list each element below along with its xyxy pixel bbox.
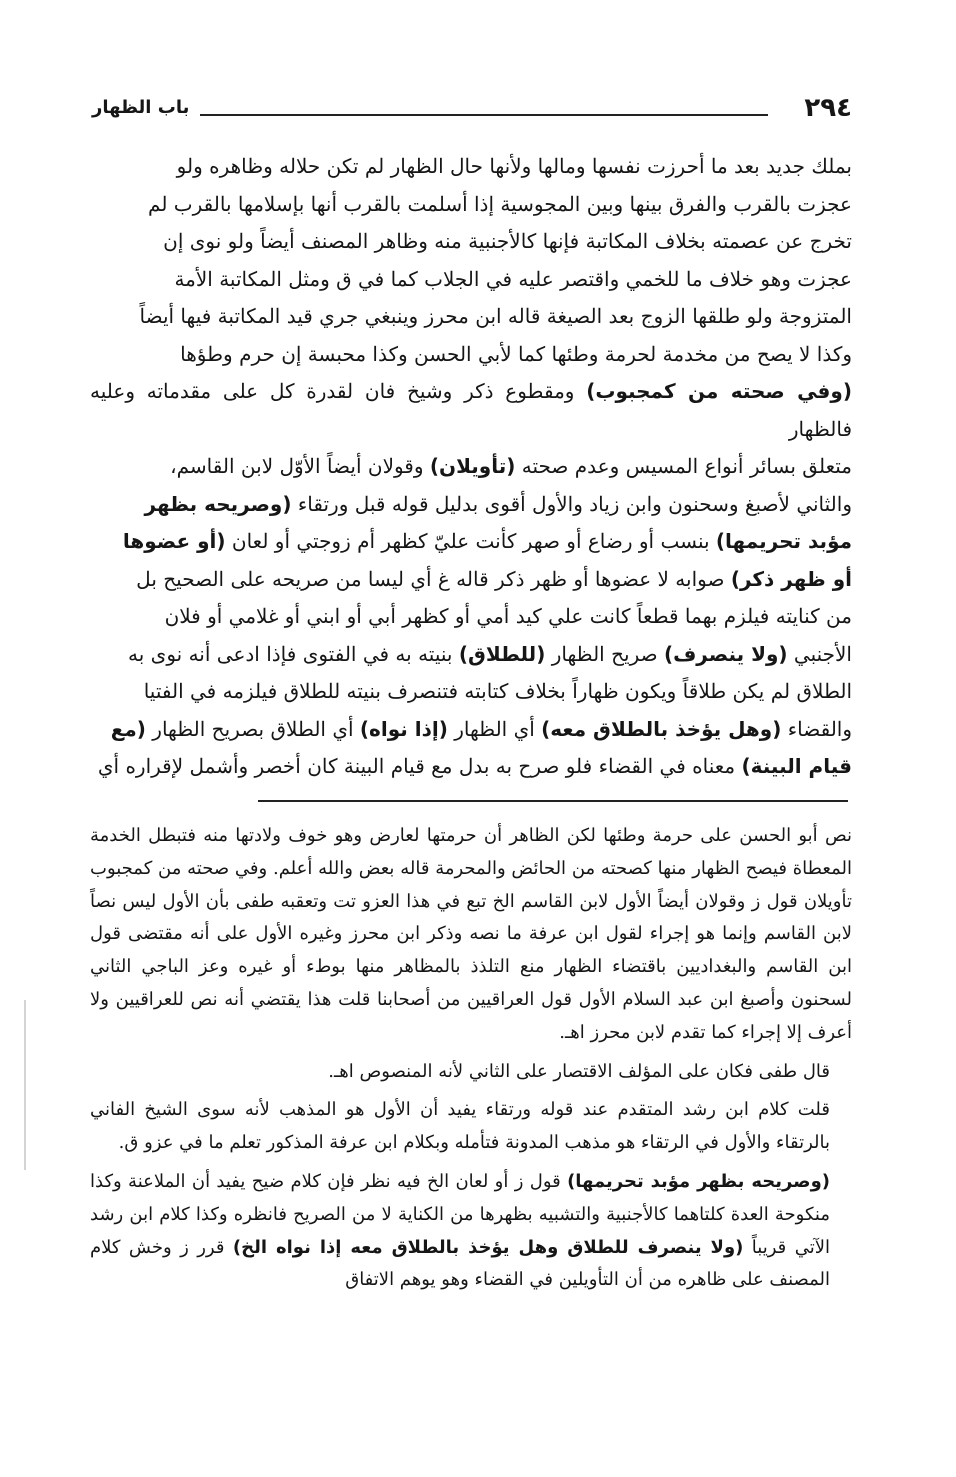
- main-text-line: [90, 373, 852, 448]
- bold-quoted-text: (للطلاق): [458, 641, 546, 666]
- note-paragraph: [90, 1166, 852, 1297]
- header-rule: [200, 114, 768, 116]
- chapter-title: باب الظهار: [92, 97, 190, 118]
- note-paragraph: [90, 1056, 852, 1089]
- text-segment: وقولان أيضاً الأوّل لابن القاسم،: [170, 454, 430, 478]
- main-text-line: [90, 711, 852, 749]
- footnote-divider: [258, 800, 848, 802]
- text-segment: بملك جديد بعد ما أحرزت نفسها ومالها ولأنها حال الظهار لم تكن حلاله وظاهره ولو: [176, 154, 852, 178]
- text-segment: بنسب أو رضاع أو صهر كأنت عليّ كظهر أم زوجتي أو لعان: [225, 529, 716, 553]
- bold-quoted-text: قيام البينة): [741, 754, 852, 778]
- text-segment: عجزت بالقرب والفرق بينها وبين المجوسية إذا أسلمت بالقرب أنها بإسلامها بالقرب لم: [148, 191, 852, 216]
- main-text-line: [90, 148, 852, 186]
- bold-quoted-text: (إذا نواه): [359, 716, 448, 741]
- text-segment: بنيته به في الفتوى فإذا ادعى أنه نوى به: [128, 641, 459, 666]
- main-text-line: [90, 486, 852, 524]
- text-segment: معناه في القضاء فلو صرح به بدل مع قيام البينة كان أخصر وأشمل لإقراره أي: [97, 754, 742, 778]
- bold-quoted-text: (مع: [110, 716, 146, 741]
- text-segment: وكذا لا يصح من مخدمة لحرمة وطئها كما لأبي الحسن وكذا محبسة إن حرم وطؤها: [180, 341, 852, 366]
- page-number: ٢٩٤: [804, 93, 852, 123]
- main-text-line: [90, 598, 852, 636]
- text-segment: أي الطلاق بصريح الظهار: [145, 716, 360, 741]
- main-commentary-text: [90, 148, 852, 786]
- bold-quoted-text: (أو عضوها: [122, 529, 226, 553]
- bold-quoted-text: (ولا ينصرف للطلاق وهل يؤخذ بالطلاق معه إذا نواه الخ): [232, 1236, 744, 1258]
- text-segment: نص أبو الحسن على حرمة وطئها لكن الظاهر أن حرمتها لعارض وهو خوف ولادتها منه فتبطل الخدمة المعطاة فيصح الظهار منها كصحته من الحائض والمحرمة قاله بعض والله أعلم. وفي صحته من كمجبوب تأويلان قول ز وقولان أيضاً الأول لابن القاسم الخ تبع في هذا العزو تت وتعقبه طفى بأن الأول ليس نصاً لابن القاسم وإنما هو إجراء لقول ابن عرفة ما نصه وذكر ابن محرز وغيره الأول على أنه مقتضى قول ابن القاسم والبغداديين باقتضاء الظهار منع التلذذ بالمظاهر منها بوطء أو غيره وعز الباجي الثاني لسحنون وأصبغ ابن عبد السلام الأول قول العراقيين من أصحابنا قلت هذا يقتضي أنه نص للعراقيين ولا أعرف إلا إجراء كما تقدم لابن محرز اهـ.: [90, 825, 852, 1043]
- text-segment: عجزت وهو خلاف ما للخمي واقتصر عليه في الجلاب كما في ق ومثل المكاتبة الأمة: [174, 266, 852, 291]
- text-segment: تخرج عن عصمته بخلاف المكاتبة فإنها كالأجنبية منه وظاهر المصنف أيضاً ولو نوى إن: [163, 229, 852, 253]
- text-segment: المتزوجة ولو طلقها الزوج بعد الصيغة قاله ابن محرز وينبغي جري قيد المكاتبة فيها أيضاً: [139, 304, 852, 328]
- bold-quoted-text: (ولا ينصرف): [663, 641, 788, 666]
- text-segment: متعلق بسائر أنواع المسيس وعدم صحته: [515, 454, 852, 478]
- bold-quoted-text: أو ظهر ذكر): [730, 566, 852, 591]
- bold-quoted-text: (تأويلان): [429, 454, 516, 478]
- main-text-line: [90, 298, 852, 336]
- text-segment: والثاني لأصبغ وسحنون وابن زياد والأول أقوى بدليل قوله قبل ورتقاء: [291, 491, 852, 516]
- main-text-line: [90, 186, 852, 224]
- bold-quoted-text: مؤبد تحريمها): [715, 529, 852, 553]
- main-text-line: [90, 261, 852, 299]
- main-text-line: [90, 673, 852, 711]
- text-segment: الطلاق لم يكن طلاقاً ويكون ظهاراً بخلاف كتابته فتنصرف بنيته للطلاق فيلزمه في الفتيا: [143, 679, 852, 703]
- text-segment: من كنايته فيلزم بهما قطعاً كانت علي كيد أمي أو كظهر أبي أو ابني أو غلامي أو فلان: [164, 604, 852, 628]
- note-paragraph: [90, 1094, 852, 1160]
- text-segment: والقضاء: [781, 716, 852, 741]
- main-text-line: [90, 448, 852, 486]
- text-segment: الأجنبي: [787, 641, 852, 666]
- bold-quoted-text: (وفي صحته من كمجبوب): [586, 379, 852, 403]
- text-segment: قرر ز وخش كلام المصنف على ظاهره من أن التأويلين في القضاء وهو يوهم الاتفاق: [90, 1236, 830, 1291]
- main-text-line: [90, 748, 852, 786]
- main-text-line: [90, 561, 852, 599]
- main-text-line: [90, 336, 852, 374]
- text-segment: قال طفى فكان على المؤلف الاقتصار على الثاني لأنه المنصوص اهـ.: [328, 1060, 830, 1082]
- marginal-notes: [90, 820, 852, 1303]
- text-segment: قول ز أو لعان الخ فيه نظر فإن كلام ضيح يفيد أن الملاعنة وكذا منكوحة العدة كلتاهما كالأجنبية والتشبيه بظهرها من الكناية لا من الصريح فانظره وكذا كلام ابن رشد الآتي قريباً: [90, 1170, 830, 1258]
- text-segment: صوابه لا عضوها أو ظهر ذكر قاله غ أي ليسا من صريحه على الصحيح بل: [136, 566, 731, 591]
- scan-edge-mark: [24, 1000, 26, 1170]
- bold-quoted-text: (وصريحه بظهر: [144, 491, 292, 516]
- text-segment: صريح الظهار: [545, 641, 664, 666]
- note-paragraph: [90, 820, 852, 1050]
- running-header: [92, 90, 852, 130]
- text-segment: ومقطوع ذكر وشيخ فان لقدرة كل على مقدماته وعليه فالظهار: [90, 379, 852, 441]
- text-segment: قلت كلام ابن رشد المتقدم عند قوله ورتقاء يفيد أن الأول هو المذهب لأنه سوى الشيخ الفاني بالرتقاء والأول في الرتقاء هو مذهب المدونة فتأمله وبكلام ابن عرفة المذكور تعلم ما في عزو ق.: [90, 1099, 830, 1154]
- main-text-line: [90, 223, 852, 261]
- main-text-line: [90, 523, 852, 561]
- main-text-line: [90, 636, 852, 674]
- bold-quoted-text: (وصريحه بظهر مؤبد تحريمها): [567, 1170, 830, 1192]
- text-segment: أي الظهار: [447, 716, 542, 741]
- bold-quoted-text: (وهل يؤخذ بالطلاق معه): [541, 716, 782, 741]
